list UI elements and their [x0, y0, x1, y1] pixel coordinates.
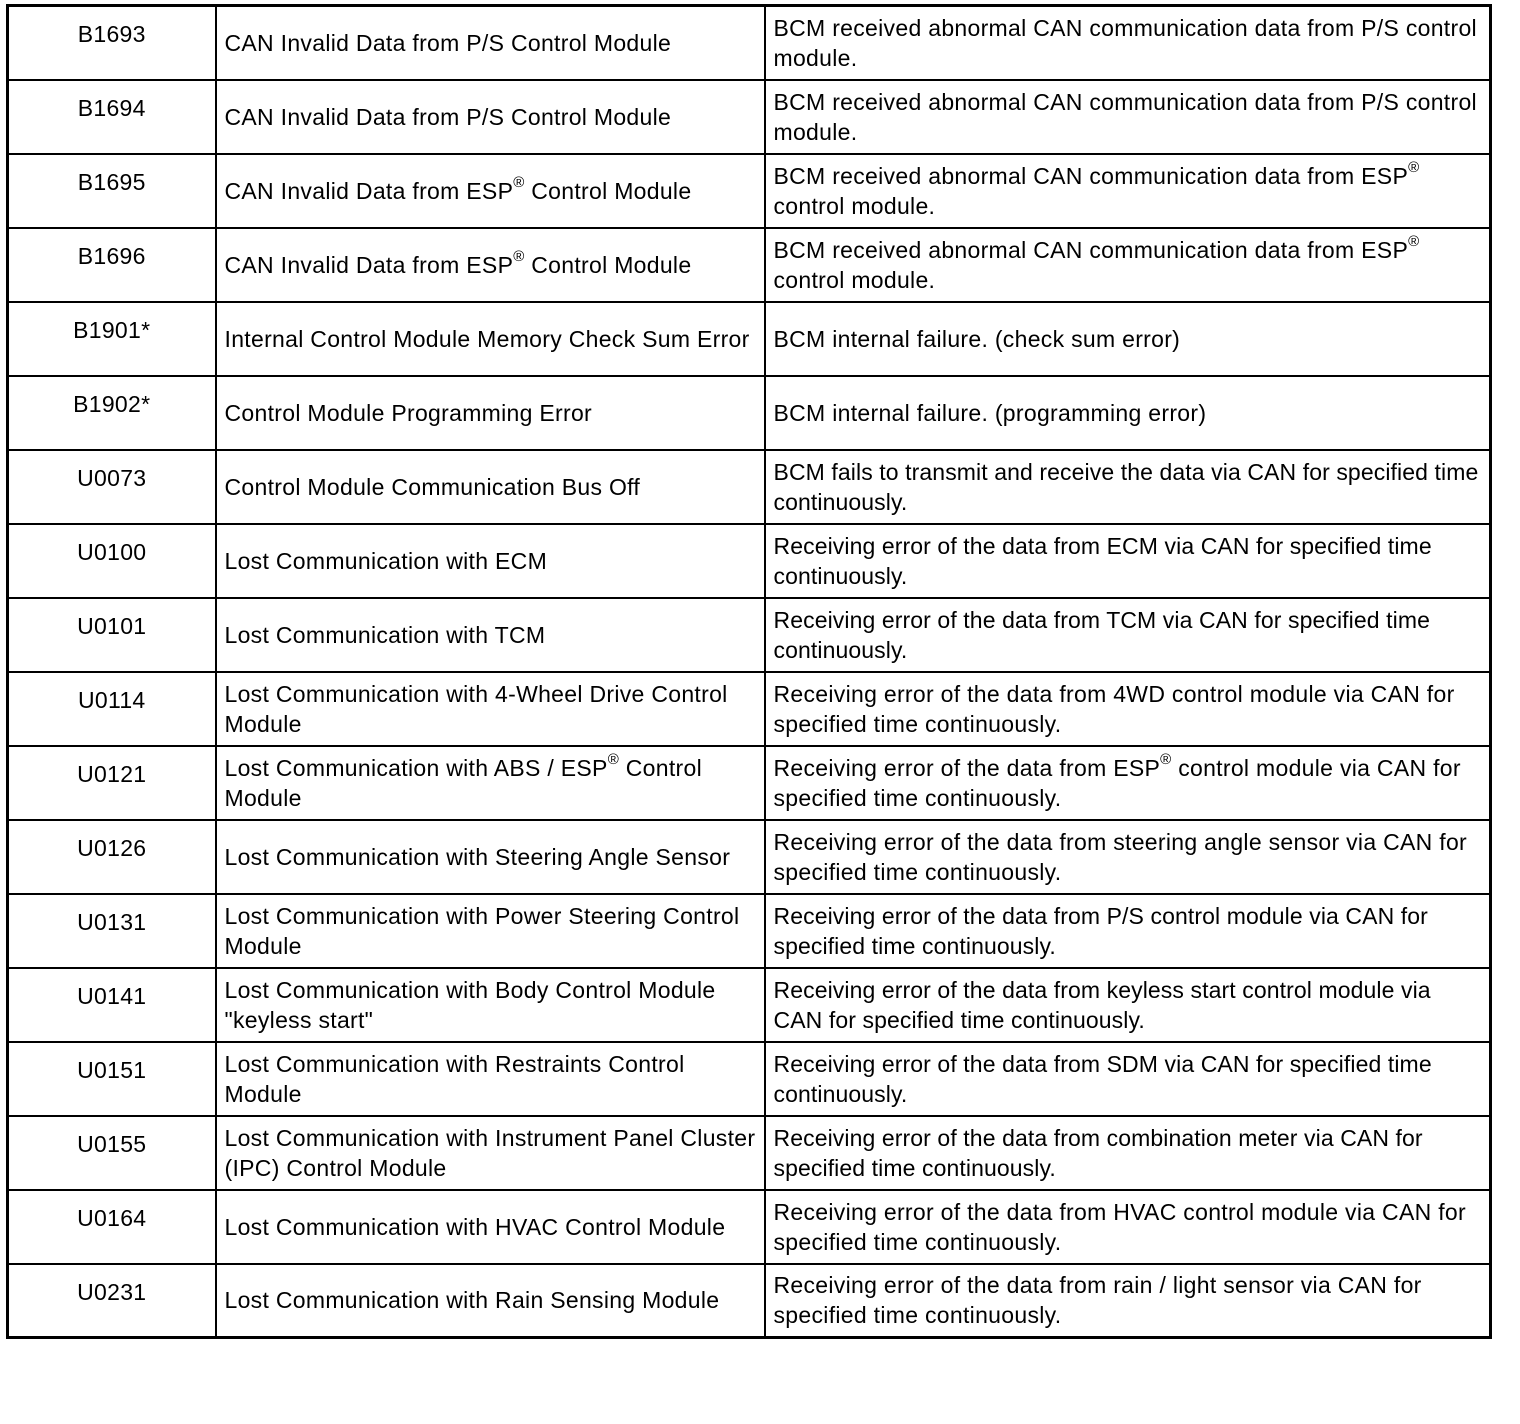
detecting-condition: Internal Control Module Memory Check Sum Error — [216, 302, 765, 376]
detecting-condition: Lost Communication with ABS / ESP® Control Module — [216, 746, 765, 820]
detecting-condition: Lost Communication with Restraints Control Module — [216, 1042, 765, 1116]
table-row — [8, 672, 1491, 746]
trouble-area: Receiving error of the data from 4WD control module via CAN for specified time continuously. — [765, 672, 1491, 746]
table-row — [8, 376, 1491, 450]
dtc-code: B1695 — [8, 154, 216, 228]
trouble-area: Receiving error of the data from combination meter via CAN for specified time continuously. — [765, 1116, 1491, 1190]
dtc-code: U0155 — [8, 1116, 216, 1190]
registered-mark: ® — [1160, 750, 1172, 768]
dtc-code: B1693 — [8, 6, 216, 80]
dtc-code: U0131 — [8, 894, 216, 968]
table-row — [8, 968, 1491, 1042]
table-row — [8, 154, 1491, 228]
trouble-area: BCM received abnormal CAN communication data from P/S control module. — [765, 6, 1491, 80]
dtc-code: U0100 — [8, 524, 216, 598]
table-row — [8, 450, 1491, 524]
table-row — [8, 1116, 1491, 1190]
table-row — [8, 1264, 1491, 1338]
table-row — [8, 598, 1491, 672]
detecting-condition: Control Module Communication Bus Off — [216, 450, 765, 524]
detecting-condition: CAN Invalid Data from P/S Control Module — [216, 80, 765, 154]
dtc-table — [6, 4, 1492, 1339]
trouble-area: Receiving error of the data from HVAC control module via CAN for specified time continuously. — [765, 1190, 1491, 1264]
detecting-condition: CAN Invalid Data from ESP® Control Module — [216, 154, 765, 228]
detecting-condition: Lost Communication with 4-Wheel Drive Control Module — [216, 672, 765, 746]
detecting-condition: CAN Invalid Data from ESP® Control Module — [216, 228, 765, 302]
table-row — [8, 228, 1491, 302]
dtc-code: U0164 — [8, 1190, 216, 1264]
trouble-area: Receiving error of the data from SDM via CAN for specified time continuously. — [765, 1042, 1491, 1116]
trouble-area: Receiving error of the data from P/S control module via CAN for specified time continuously. — [765, 894, 1491, 968]
table-row — [8, 1042, 1491, 1116]
detecting-condition: Control Module Programming Error — [216, 376, 765, 450]
dtc-code: B1694 — [8, 80, 216, 154]
detecting-condition: Lost Communication with Power Steering Control Module — [216, 894, 765, 968]
table-row — [8, 302, 1491, 376]
dtc-code: U0126 — [8, 820, 216, 894]
detecting-condition: Lost Communication with Instrument Panel Cluster (IPC) Control Module — [216, 1116, 765, 1190]
dtc-code: B1696 — [8, 228, 216, 302]
trouble-area: BCM internal failure. (programming error) — [765, 376, 1491, 450]
dtc-code: B1902* — [8, 376, 216, 450]
detecting-condition: Lost Communication with Steering Angle Sensor — [216, 820, 765, 894]
registered-mark: ® — [513, 247, 525, 265]
trouble-area: BCM internal failure. (check sum error) — [765, 302, 1491, 376]
table-row — [8, 524, 1491, 598]
detecting-condition: Lost Communication with Body Control Module "keyless start" — [216, 968, 765, 1042]
trouble-area: Receiving error of the data from rain / light sensor via CAN for specified time continuously. — [765, 1264, 1491, 1338]
detecting-condition: CAN Invalid Data from P/S Control Module — [216, 6, 765, 80]
trouble-area: BCM fails to transmit and receive the data via CAN for specified time continuously. — [765, 450, 1491, 524]
table-row — [8, 746, 1491, 820]
dtc-code: U0121 — [8, 746, 216, 820]
trouble-area: BCM received abnormal CAN communication data from ESP® control module. — [765, 228, 1491, 302]
table-row — [8, 80, 1491, 154]
trouble-area: BCM received abnormal CAN communication data from P/S control module. — [765, 80, 1491, 154]
trouble-area: Receiving error of the data from keyless start control module via CAN for specified time continuously. — [765, 968, 1491, 1042]
detecting-condition: Lost Communication with Rain Sensing Module — [216, 1264, 765, 1338]
dtc-code: B1901* — [8, 302, 216, 376]
trouble-area: Receiving error of the data from TCM via CAN for specified time continuously. — [765, 598, 1491, 672]
detecting-condition: Lost Communication with HVAC Control Module — [216, 1190, 765, 1264]
table-row — [8, 1190, 1491, 1264]
trouble-area: BCM received abnormal CAN communication data from ESP® control module. — [765, 154, 1491, 228]
dtc-code: U0073 — [8, 450, 216, 524]
table-row — [8, 6, 1491, 80]
dtc-code: U0231 — [8, 1264, 216, 1338]
detecting-condition: Lost Communication with ECM — [216, 524, 765, 598]
table-row — [8, 894, 1491, 968]
registered-mark: ® — [513, 173, 525, 191]
detecting-condition: Lost Communication with TCM — [216, 598, 765, 672]
trouble-area: Receiving error of the data from steering angle sensor via CAN for specified time continuously. — [765, 820, 1491, 894]
trouble-area: Receiving error of the data from ECM via CAN for specified time continuously. — [765, 524, 1491, 598]
registered-mark: ® — [1408, 232, 1420, 250]
dtc-code: U0151 — [8, 1042, 216, 1116]
dtc-code: U0141 — [8, 968, 216, 1042]
dtc-code: U0114 — [8, 672, 216, 746]
registered-mark: ® — [607, 750, 620, 768]
registered-mark: ® — [1408, 158, 1420, 176]
dtc-code: U0101 — [8, 598, 216, 672]
table-row — [8, 820, 1491, 894]
trouble-area: Receiving error of the data from ESP® control module via CAN for specified time continuously. — [765, 746, 1491, 820]
